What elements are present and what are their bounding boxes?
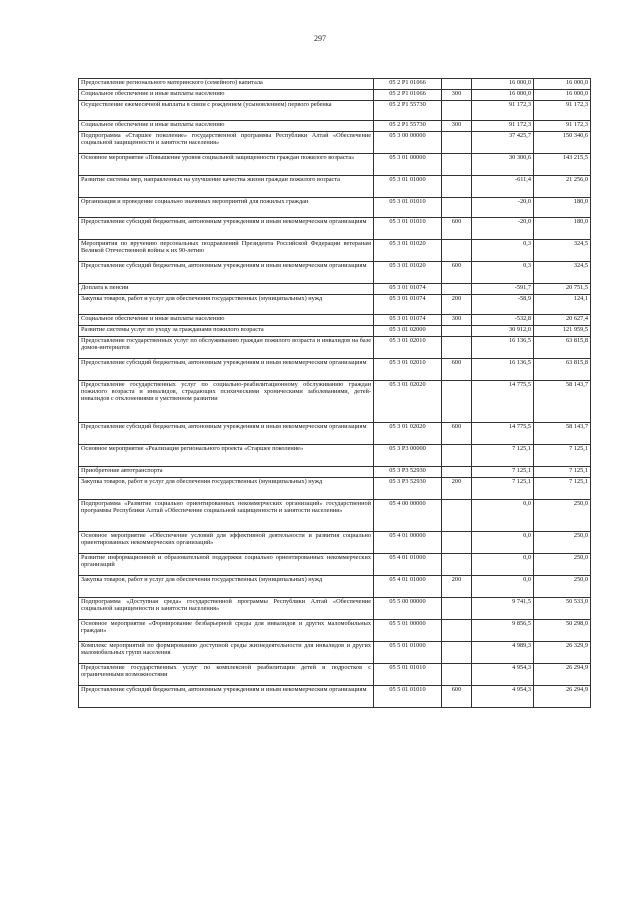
row-amount-1: 91 172,3 — [472, 101, 534, 121]
row-type — [442, 79, 472, 90]
row-amount-2: 7 125,1 — [534, 445, 591, 467]
row-type — [442, 337, 472, 359]
row-type — [442, 532, 472, 554]
row-amount-1: 30 300,6 — [472, 154, 534, 176]
row-amount-1: 4 954,3 — [472, 686, 534, 708]
row-name: Закупка товаров, работ и услуг для обеспечения государственных (муниципальных) нужд — [79, 478, 374, 500]
row-code: 05 3 01 02000 — [374, 326, 442, 337]
row-code: 05 3 01 01010 — [374, 198, 442, 218]
row-amount-1: -532,8 — [472, 315, 534, 326]
row-amount-2: 180,0 — [534, 218, 591, 240]
row-name: Предоставление государственных услуг по социально-реабилитационному обслуживанию граждан пожилого возраста и инвалидов, страдающих психическими хроническими заболеваниями, детей-инвалидов с отклонениями в умственном развитии — [79, 381, 374, 423]
row-code: 05 3 01 02020 — [374, 381, 442, 423]
row-amount-1: 0,0 — [472, 554, 534, 576]
row-amount-2: 21 256,0 — [534, 176, 591, 198]
row-name: Комплекс мероприятий по формированию доступной среды жизнедеятельности для инвалидов и других маломобильных групп населения — [79, 642, 374, 664]
row-type — [442, 284, 472, 295]
row-amount-1: -58,9 — [472, 295, 534, 315]
row-name: Предоставление субсидий бюджетным, автономным учреждениям и иным некоммерческим организациям — [79, 218, 374, 240]
table-row — [79, 381, 591, 423]
row-amount-2: 58 143,7 — [534, 423, 591, 445]
row-amount-2: 26 329,9 — [534, 642, 591, 664]
row-amount-2: 26 294,9 — [534, 664, 591, 686]
row-type — [442, 381, 472, 423]
row-name: Социальное обеспечение и иные выплаты населению — [79, 121, 374, 132]
row-amount-1: 0,0 — [472, 500, 534, 532]
row-amount-1: 0,0 — [472, 576, 534, 598]
table-row — [79, 478, 591, 500]
row-type: 200 — [442, 295, 472, 315]
row-name: Подпрограмма «Старшее поколение» государственной программы Республики Алтай «Обеспечение социальной защищенности и занятости населения» — [79, 132, 374, 154]
budget-table — [78, 78, 591, 708]
row-code: 05 4 01 00000 — [374, 532, 442, 554]
row-code: 05 3 01 01074 — [374, 284, 442, 295]
row-type — [442, 554, 472, 576]
row-name: Предоставление субсидий бюджетным, автономным учреждениям и иным некоммерческим организациям — [79, 262, 374, 284]
row-amount-2: 16 000,0 — [534, 79, 591, 90]
row-type: 200 — [442, 478, 472, 500]
row-amount-2: 50 298,0 — [534, 620, 591, 642]
row-amount-1: 37 425,7 — [472, 132, 534, 154]
table-row — [79, 423, 591, 445]
row-amount-2: 121 959,5 — [534, 326, 591, 337]
row-name: Предоставление субсидий бюджетным, автономным учреждениям и иным некоммерческим организациям — [79, 359, 374, 381]
row-type: 600 — [442, 218, 472, 240]
row-name: Предоставление регионального материнского (семейного) капитала — [79, 79, 374, 90]
row-code: 05 5 01 00000 — [374, 620, 442, 642]
table-row — [79, 198, 591, 218]
row-name: Основное мероприятие «Реализация регионального проекта «Старшее поколение» — [79, 445, 374, 467]
row-name: Предоставление государственных услуг по обслуживанию граждан пожилого возраста и инвалидов на базе домов-интернатов — [79, 337, 374, 359]
row-amount-2: 50 533,0 — [534, 598, 591, 620]
row-type: 200 — [442, 576, 472, 598]
row-code: 05 3 Р3 00000 — [374, 445, 442, 467]
row-name: Мероприятия по вручению персональных поздравлений Президента Российской Федерации ветеранам Великой Отечественной войны к их 90-летию — [79, 240, 374, 262]
row-type — [442, 467, 472, 478]
row-name: Предоставление государственных услуг по комплексной реабилитации детей и подростков с ограниченными возможностями — [79, 664, 374, 686]
table-row — [79, 121, 591, 132]
row-amount-2: 7 125,1 — [534, 478, 591, 500]
row-code: 05 3 00 00000 — [374, 132, 442, 154]
table-row — [79, 176, 591, 198]
row-code: 05 2 Р1 55730 — [374, 101, 442, 121]
row-amount-1: -20,0 — [472, 198, 534, 218]
row-code: 05 3 01 01020 — [374, 262, 442, 284]
row-amount-1: 0,0 — [472, 532, 534, 554]
row-code: 05 5 01 01000 — [374, 642, 442, 664]
row-type: 300 — [442, 90, 472, 101]
row-amount-1: 0,3 — [472, 240, 534, 262]
row-type — [442, 445, 472, 467]
row-type — [442, 132, 472, 154]
table-row — [79, 500, 591, 532]
row-name: Осуществление ежемесячной выплаты в связи с рождением (усыновлением) первого ребенка — [79, 101, 374, 121]
row-code: 05 3 01 02010 — [374, 337, 442, 359]
table-row — [79, 262, 591, 284]
row-code: 05 3 01 02020 — [374, 423, 442, 445]
row-name: Социальное обеспечение и иные выплаты населению — [79, 315, 374, 326]
row-name: Подпрограмма «Развитие социально ориентированных некоммерческих организаций» государственной программы Республики Алтай «Обеспечение социальной защищенности и занятости населения» — [79, 500, 374, 532]
row-code: 05 2 Р1 01066 — [374, 79, 442, 90]
row-name: Организация и проведение социально значимых мероприятий для пожилых граждан — [79, 198, 374, 218]
table-row — [79, 79, 591, 90]
row-name: Развитие системы услуг по уходу за гражданами пожилого возраста — [79, 326, 374, 337]
table-row — [79, 284, 591, 295]
row-amount-2: 250,0 — [534, 554, 591, 576]
row-amount-2: 26 294,9 — [534, 686, 591, 708]
row-name: Социальное обеспечение и иные выплаты населению — [79, 90, 374, 101]
row-code: 05 5 01 01010 — [374, 664, 442, 686]
row-amount-2: 63 815,8 — [534, 359, 591, 381]
row-name: Подпрограмма «Доступная среда» государственной программы Республики Алтай «Обеспечение социальной защищенности и занятости населения» — [79, 598, 374, 620]
table-row — [79, 90, 591, 101]
row-code: 05 2 Р1 55730 — [374, 121, 442, 132]
row-amount-1: 16 000,0 — [472, 90, 534, 101]
table-row — [79, 132, 591, 154]
row-amount-1: 14 775,5 — [472, 423, 534, 445]
row-amount-1: -591,7 — [472, 284, 534, 295]
row-type — [442, 500, 472, 532]
table-row — [79, 337, 591, 359]
row-name: Приобретение автотранспорта — [79, 467, 374, 478]
row-code: 05 3 01 01020 — [374, 240, 442, 262]
table-row — [79, 686, 591, 708]
table-row — [79, 598, 591, 620]
row-amount-2: 324,5 — [534, 262, 591, 284]
row-code: 05 4 01 01000 — [374, 554, 442, 576]
table-row — [79, 295, 591, 315]
row-name: Основное мероприятие «Формирование безбарьерной среды для инвалидов и других маломобильных граждан» — [79, 620, 374, 642]
row-amount-1: -611,4 — [472, 176, 534, 198]
row-type: 600 — [442, 262, 472, 284]
row-amount-1: 16 136,5 — [472, 337, 534, 359]
row-type — [442, 642, 472, 664]
table-row — [79, 620, 591, 642]
row-type — [442, 198, 472, 218]
row-amount-2: 250,0 — [534, 576, 591, 598]
table-row — [79, 101, 591, 121]
row-code: 05 3 01 01010 — [374, 218, 442, 240]
row-amount-2: 91 172,3 — [534, 101, 591, 121]
table-row — [79, 154, 591, 176]
row-amount-1: 14 775,5 — [472, 381, 534, 423]
row-amount-1: 4 954,3 — [472, 664, 534, 686]
row-type: 600 — [442, 686, 472, 708]
row-amount-1: 16 000,0 — [472, 79, 534, 90]
row-type: 600 — [442, 423, 472, 445]
row-type: 600 — [442, 359, 472, 381]
row-name: Предоставление субсидий бюджетным, автономным учреждениям и иным некоммерческим организациям — [79, 423, 374, 445]
row-code: 05 3 01 01074 — [374, 295, 442, 315]
row-type — [442, 154, 472, 176]
row-name: Предоставление субсидий бюджетным, автономным учреждениям и иным некоммерческим организациям — [79, 686, 374, 708]
row-amount-2: 180,0 — [534, 198, 591, 218]
row-amount-1: 30 912,0 — [472, 326, 534, 337]
table-row — [79, 467, 591, 478]
row-amount-2: 150 340,6 — [534, 132, 591, 154]
row-amount-1: 16 136,5 — [472, 359, 534, 381]
row-amount-1: 7 125,1 — [472, 467, 534, 478]
row-type — [442, 176, 472, 198]
row-amount-1: 91 172,3 — [472, 121, 534, 132]
row-amount-1: -20,0 — [472, 218, 534, 240]
row-amount-1: 9 856,5 — [472, 620, 534, 642]
row-amount-2: 143 215,5 — [534, 154, 591, 176]
row-amount-2: 20 751,5 — [534, 284, 591, 295]
page-number: 297 — [314, 34, 326, 43]
row-code: 05 3 Р3 52930 — [374, 478, 442, 500]
row-amount-2: 124,1 — [534, 295, 591, 315]
row-amount-2: 20 627,4 — [534, 315, 591, 326]
table-row — [79, 218, 591, 240]
row-amount-2: 250,0 — [534, 532, 591, 554]
row-code: 05 3 01 00000 — [374, 154, 442, 176]
row-amount-2: 63 815,8 — [534, 337, 591, 359]
table-row — [79, 642, 591, 664]
row-code: 05 4 00 00000 — [374, 500, 442, 532]
table-row — [79, 532, 591, 554]
row-name: Основное мероприятие «Повышение уровня социальной защищенности граждан пожилого возраста» — [79, 154, 374, 176]
row-amount-1: 7 125,1 — [472, 478, 534, 500]
row-type: 300 — [442, 121, 472, 132]
table-row — [79, 359, 591, 381]
table-row — [79, 240, 591, 262]
row-amount-1: 9 741,5 — [472, 598, 534, 620]
row-code: 05 3 Р3 52930 — [374, 467, 442, 478]
row-name: Доплата к пенсии — [79, 284, 374, 295]
row-name: Развитие информационной и образовательной поддержки социально ориентированных некоммерческих организаций — [79, 554, 374, 576]
table-row — [79, 576, 591, 598]
row-amount-2: 16 000,0 — [534, 90, 591, 101]
row-type — [442, 620, 472, 642]
row-name: Развитие системы мер, направленных на улучшение качества жизни граждан пожилого возраста — [79, 176, 374, 198]
row-type — [442, 326, 472, 337]
table-row — [79, 554, 591, 576]
row-amount-2: 324,5 — [534, 240, 591, 262]
row-code: 05 4 01 01000 — [374, 576, 442, 598]
table-row — [79, 315, 591, 326]
row-amount-1: 7 125,1 — [472, 445, 534, 467]
table-row — [79, 664, 591, 686]
row-name: Закупка товаров, работ и услуг для обеспечения государственных (муниципальных) нужд — [79, 295, 374, 315]
row-code: 05 2 Р1 01066 — [374, 90, 442, 101]
row-code: 05 5 00 00000 — [374, 598, 442, 620]
row-amount-2: 91 172,3 — [534, 121, 591, 132]
row-code: 05 3 01 01000 — [374, 176, 442, 198]
row-amount-2: 58 143,7 — [534, 381, 591, 423]
row-code: 05 3 01 01074 — [374, 315, 442, 326]
table-row — [79, 445, 591, 467]
row-name: Закупка товаров, работ и услуг для обеспечения государственных (муниципальных) нужд — [79, 576, 374, 598]
row-code: 05 3 01 02010 — [374, 359, 442, 381]
row-type — [442, 101, 472, 121]
row-amount-2: 250,0 — [534, 500, 591, 532]
row-type: 300 — [442, 315, 472, 326]
row-amount-2: 7 125,1 — [534, 467, 591, 478]
row-amount-1: 0,3 — [472, 262, 534, 284]
row-code: 05 5 01 01010 — [374, 686, 442, 708]
row-type — [442, 598, 472, 620]
row-name: Основное мероприятие «Обеспечение условий для эффективной деятельности и развития социально ориентированных некоммерческих организаций» — [79, 532, 374, 554]
row-amount-1: 4 989,3 — [472, 642, 534, 664]
row-type — [442, 240, 472, 262]
row-type — [442, 664, 472, 686]
table-row — [79, 326, 591, 337]
